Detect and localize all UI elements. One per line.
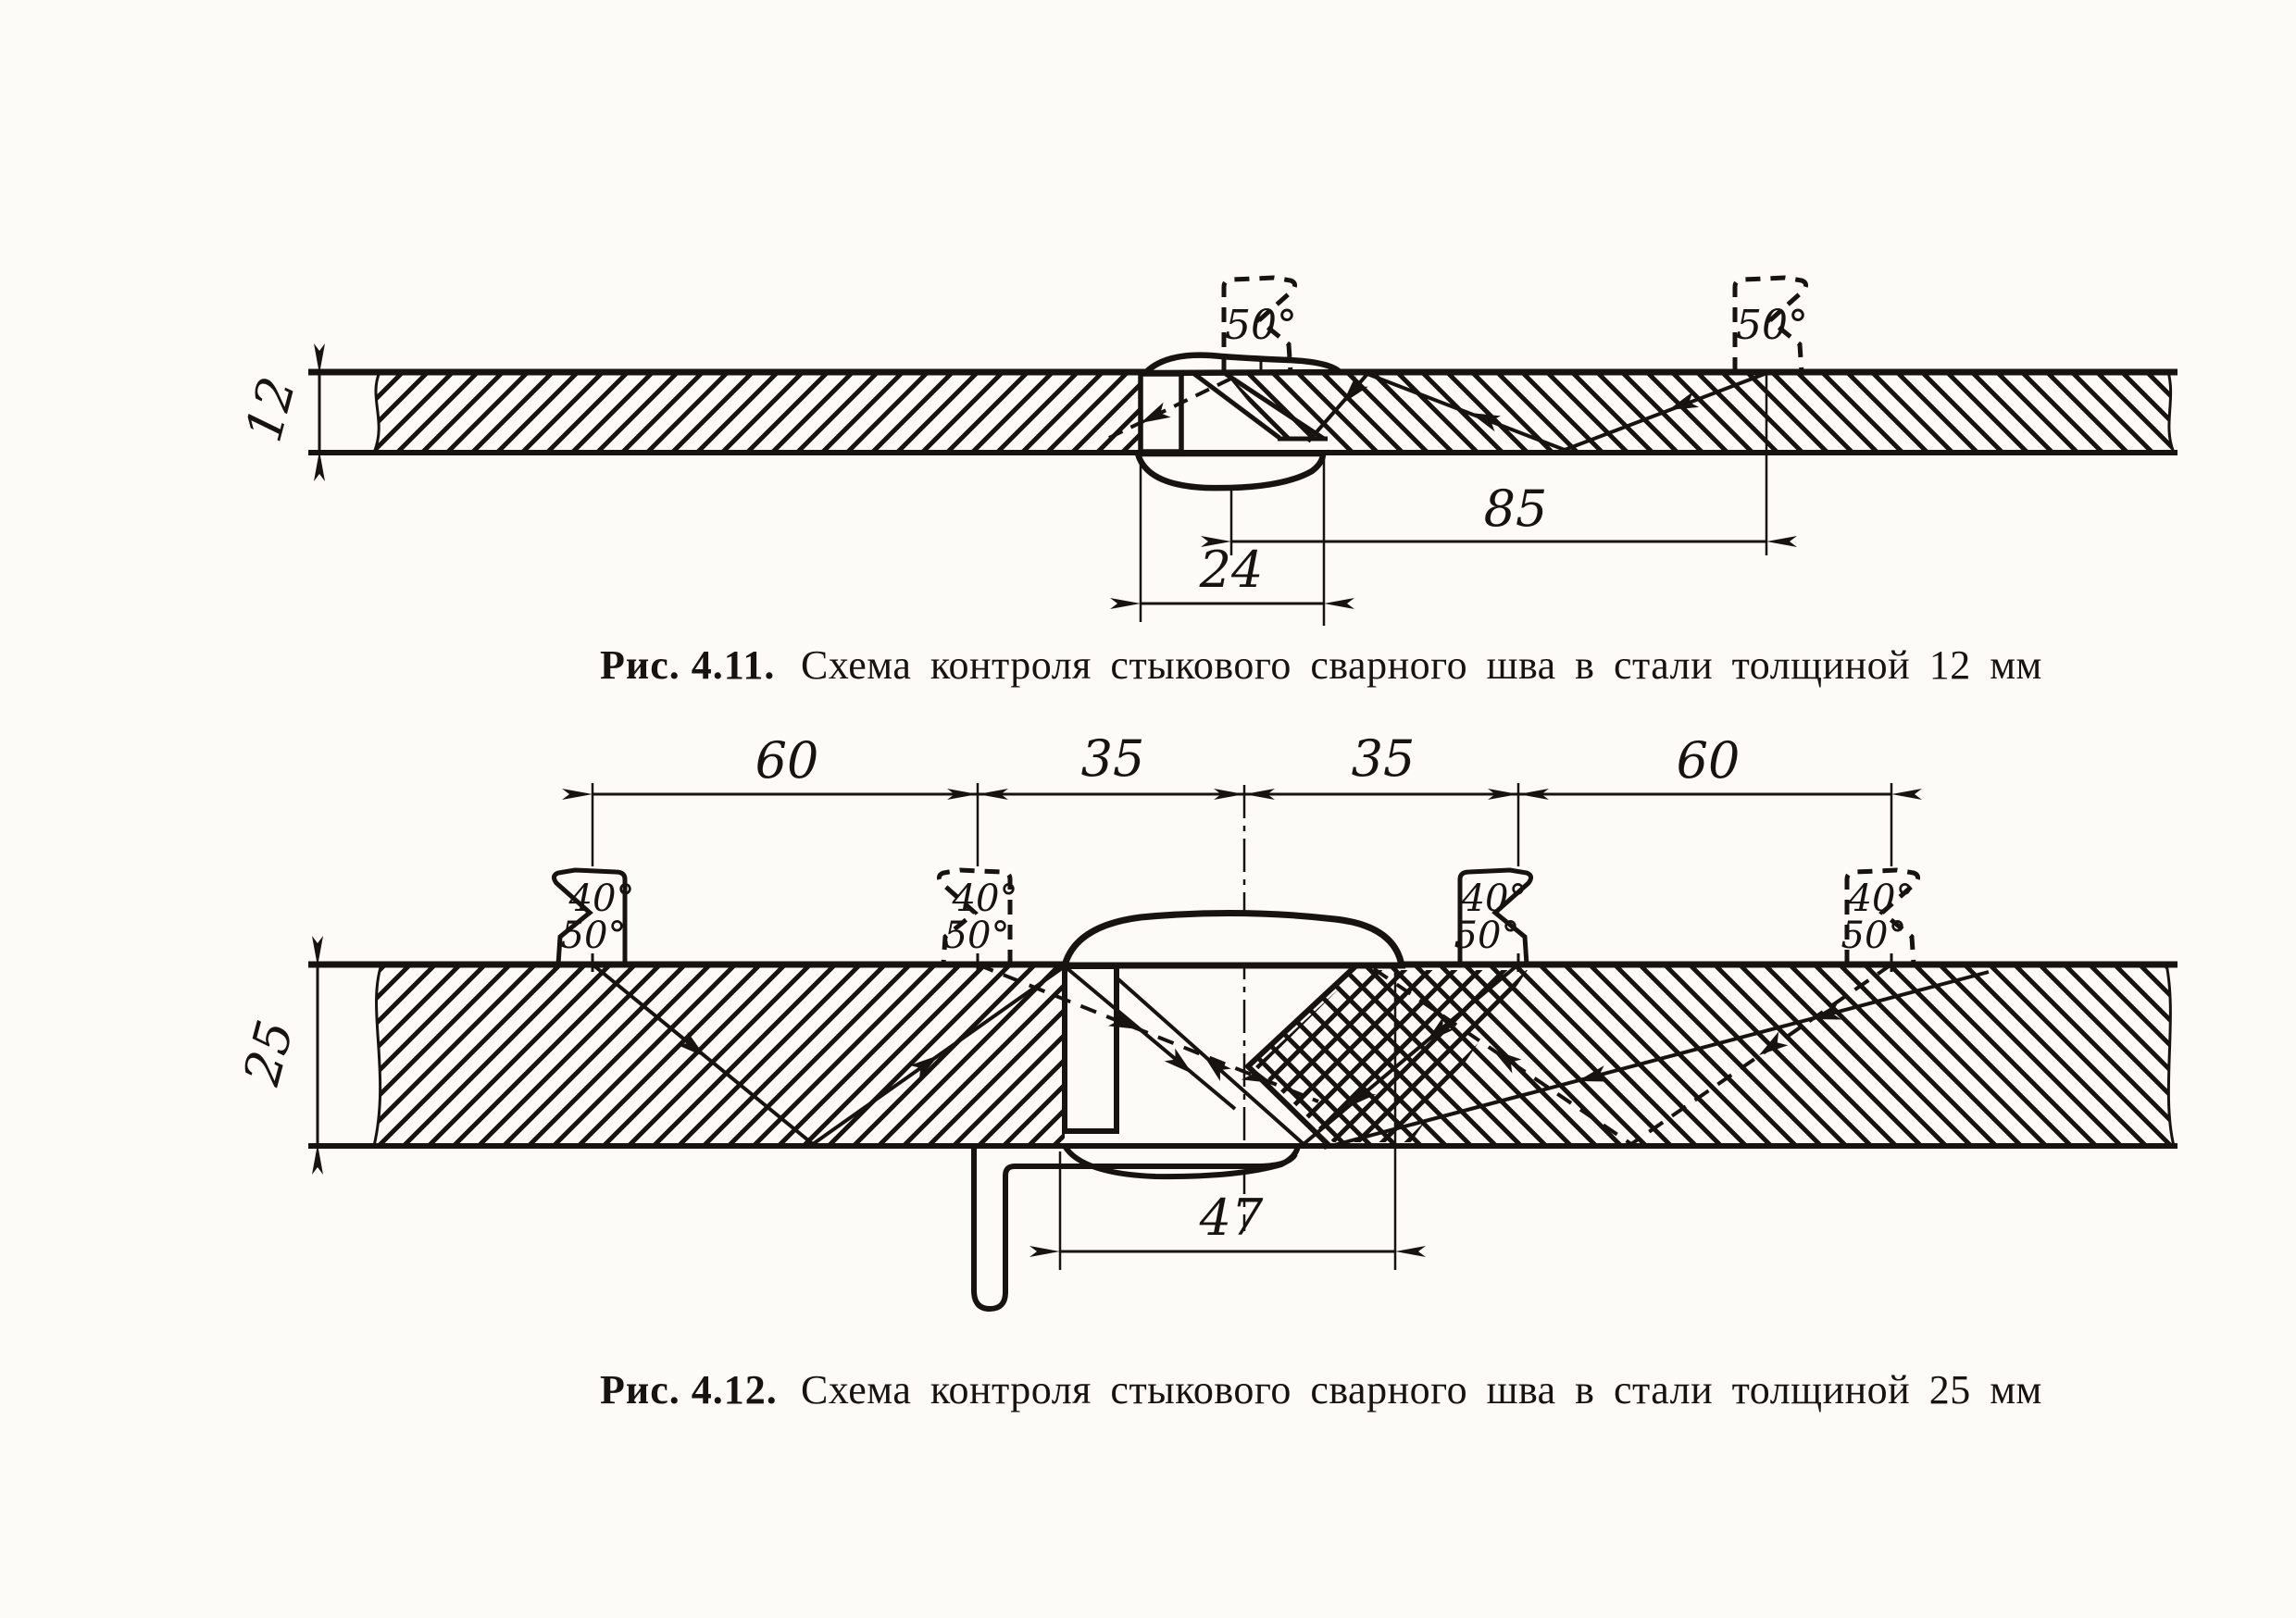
fig2-probe-4-angle-bottom: 50° [1841, 915, 1907, 957]
fig2-caption [600, 1367, 2042, 1413]
fig2-caption-number: Рис. 4.12. [600, 1367, 778, 1413]
fig2-groove-face-left [1065, 966, 1117, 1131]
fig2-weld-cap-bead [1065, 913, 1402, 965]
fig1-probe-right-angle-label: 50° [1736, 302, 1808, 349]
fig1-dim-24-label: 24 [1199, 541, 1264, 599]
fig2-thickness-label: 25 [231, 1014, 306, 1091]
fig1-caption-text: Схема контроля стыкового сварного шва в стали толщиной 12 мм [801, 642, 2042, 688]
fig2-dim-47-label: 47 [1199, 1189, 1264, 1247]
fig2-probe-1-angle-top: 40° [568, 877, 635, 920]
fig2-probe-2-angle-bottom: 50° [943, 915, 1010, 957]
fig2-dim-35-right-label: 35 [1351, 729, 1416, 788]
fig2-probe-2-angle-top: 40° [952, 877, 1018, 920]
fig2-probe-4-angle-top: 40° [1848, 877, 1915, 920]
fig2-caption-text: Схема контроля стыкового сварного шва в стали толщиной 25 мм [801, 1367, 2042, 1413]
fig1-caption [600, 642, 2042, 688]
fig1-plate-right-hatch [1226, 374, 2174, 451]
fig1-caption-number: Рис. 4.11. [600, 642, 776, 688]
fig2-dim-60-left-label: 60 [755, 731, 819, 790]
fig1-dim-85-label: 85 [1483, 479, 1548, 538]
fig2-probe-3-angle-top: 40° [1461, 877, 1528, 920]
fig2-dim-60-right-label: 60 [1676, 731, 1741, 790]
fig2-dim-35-left-label: 35 [1080, 729, 1145, 788]
fig1-plate-left-hatch [375, 374, 1139, 451]
fig2-probe-3-angle-bottom: 50° [1454, 915, 1520, 957]
fig2-probe-3 [1454, 870, 1531, 972]
fig2-plate-left-hatch [374, 966, 1065, 1144]
fig1-thickness-label: 12 [233, 370, 307, 448]
fig2-probe-4 [1841, 870, 1918, 972]
fig2-probe-1-angle-bottom: 50° [560, 915, 627, 957]
fig1-probe-left-angle-label: 50° [1225, 302, 1297, 349]
